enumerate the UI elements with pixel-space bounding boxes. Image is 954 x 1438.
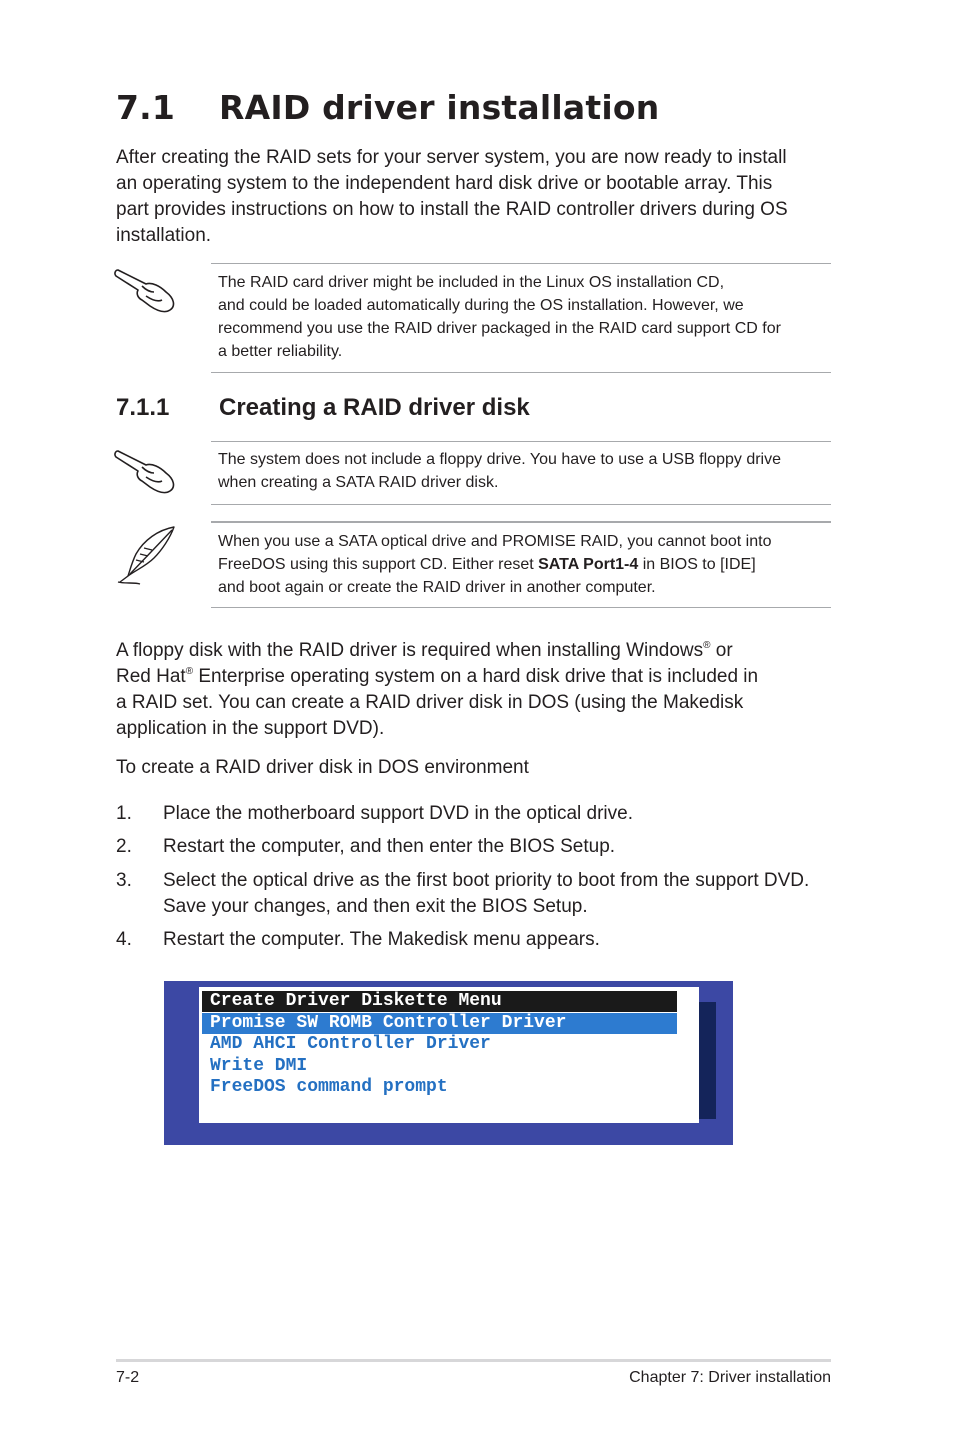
menu-item-promise-driver[interactable]: Promise SW ROMB Controller Driver [202, 1013, 677, 1034]
para-text: Red Hat [116, 666, 186, 687]
intro-paragraph [116, 145, 836, 249]
note-line: a better reliability. [218, 343, 343, 360]
list-item [116, 927, 600, 953]
para-line [116, 638, 836, 664]
registered-mark: ® [185, 666, 194, 677]
list-item [116, 868, 809, 894]
page-title [116, 88, 659, 127]
note-line: The system does not include a floppy drive. You have to use a USB floppy drive [218, 451, 781, 468]
note-box [211, 441, 831, 505]
pointing-hand-icon [112, 266, 178, 321]
pointing-hand-icon [112, 447, 178, 502]
intro-line: part provides instructions on how to install the RAID controller drivers during OS [116, 199, 788, 220]
subsection-title: Creating a RAID driver disk [219, 394, 530, 421]
quill-pen-icon [114, 524, 178, 593]
intro-line: an operating system to the independent hard disk drive or bootable array. This [116, 173, 773, 194]
menu-window [199, 987, 699, 1123]
note-line [218, 553, 831, 576]
dos-intro [116, 755, 836, 781]
bios-setting-name: SATA Port1-4 [538, 556, 639, 573]
para-line [116, 664, 836, 690]
floppy-paragraph [116, 638, 836, 742]
registered-mark: ® [703, 640, 711, 651]
step-text: Restart the computer, and then enter the BIOS Setup. [163, 836, 616, 857]
para-text: or [710, 640, 733, 661]
list-item [116, 801, 633, 827]
note-text: FreeDOS using this support CD. Either reset [218, 556, 539, 573]
step-text: Select the optical drive as the first boot priority to boot from the support DVD. [163, 870, 810, 891]
menu-item-freedos-prompt[interactable]: FreeDOS command prompt [210, 1077, 448, 1097]
chapter-label: Chapter 7: Driver installation [629, 1369, 831, 1386]
note-line: when creating a SATA RAID driver disk. [218, 474, 499, 491]
step-text: Place the motherboard support DVD in the optical drive. [163, 803, 633, 824]
makedisk-menu-screen [164, 981, 733, 1145]
list-item [116, 834, 615, 860]
note-text: in BIOS to [IDE] [638, 556, 756, 573]
para-line: a RAID set. You can create a RAID driver disk in DOS (using the Makedisk [116, 692, 744, 713]
note-line: and boot again or create the RAID driver in another computer. [218, 579, 656, 596]
intro-line: installation. [116, 225, 212, 246]
page-number: 7-2 [116, 1369, 140, 1386]
para-line: application in the support DVD). [116, 718, 385, 739]
step-number: 2. [116, 836, 132, 857]
para-line: To create a RAID driver disk in DOS environment [116, 757, 529, 778]
subsection-number: 7.1.1 [116, 394, 170, 421]
menu-item-amd-ahci-driver[interactable]: AMD AHCI Controller Driver [210, 1034, 491, 1054]
subsection-heading [116, 394, 530, 422]
step-number: 1. [116, 803, 132, 824]
step-number: 3. [116, 870, 132, 891]
menu-item-write-dmi[interactable]: Write DMI [210, 1056, 308, 1076]
para-text: A floppy disk with the RAID driver is required when installing Windows [116, 640, 704, 661]
note-line: The RAID card driver might be included in the Linux OS installation CD, [218, 274, 725, 291]
footer-divider [116, 1359, 831, 1362]
note-box [211, 521, 831, 608]
note-line: recommend you use the RAID driver packaged in the RAID card support CD for [218, 320, 781, 337]
intro-line: After creating the RAID sets for your server system, you are now ready to install [116, 147, 787, 168]
note-line: When you use a SATA optical drive and PROMISE RAID, you cannot boot into [218, 533, 772, 550]
para-text: Enterprise operating system on a hard disk drive that is included in [193, 666, 759, 687]
step-text-continued: Save your changes, and then exit the BIOS Setup. [163, 896, 588, 917]
menu-title: Create Driver Diskette Menu [202, 991, 677, 1012]
note-box [211, 263, 831, 373]
step-text: Restart the computer. The Makedisk menu appears. [163, 929, 600, 950]
note-line: and could be loaded automatically during the OS installation. However, we [218, 297, 744, 314]
section-number: 7.1 [116, 88, 176, 127]
section-title: RAID driver installation [219, 88, 660, 127]
step-number: 4. [116, 929, 132, 950]
